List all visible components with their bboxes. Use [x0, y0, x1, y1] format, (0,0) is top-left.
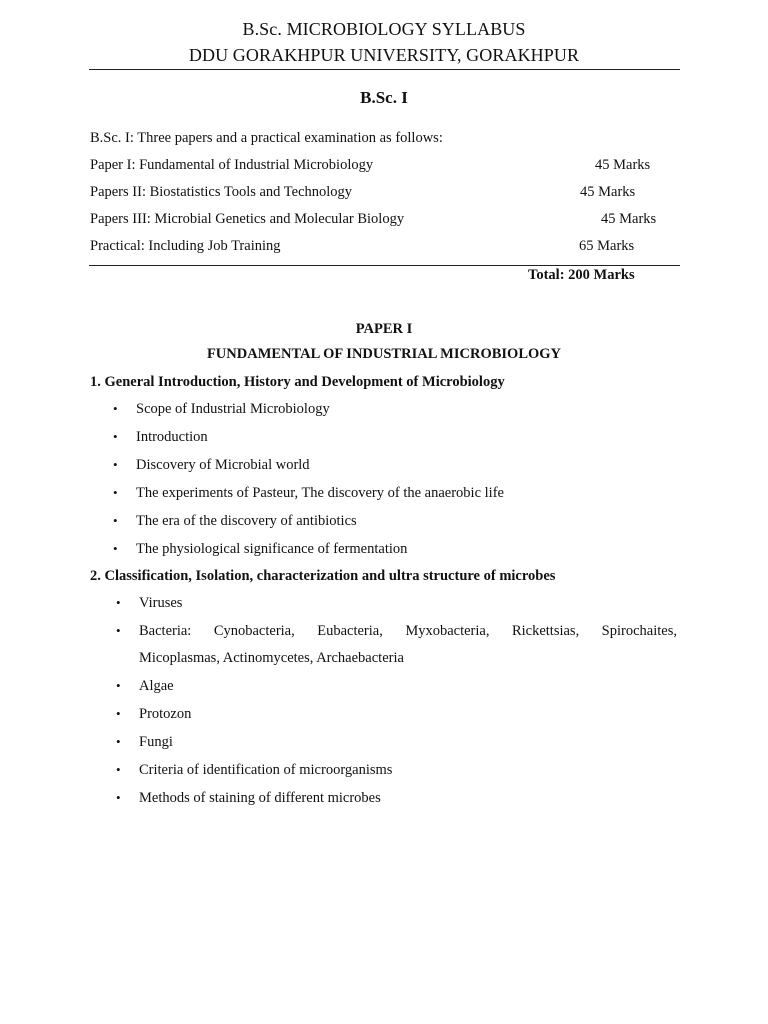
- bullet-icon: •: [113, 429, 118, 444]
- list-item-text: Introduction: [136, 429, 208, 445]
- bullet-icon: •: [113, 457, 118, 472]
- list-item-text: The era of the discovery of antibiotics: [136, 513, 357, 529]
- intro-text: B.Sc. I: Three papers and a practical examination as follows:: [90, 130, 443, 146]
- bullet-icon: •: [113, 513, 118, 528]
- justified-word: Spirochaites,: [601, 623, 677, 639]
- university-name: DDU GORAKHPUR UNIVERSITY, GORAKHPUR: [188, 45, 580, 65]
- list-item-text: Criteria of identification of microorganisms: [139, 762, 393, 778]
- list-item-text-continued: Micoplasmas, Actinomycetes, Archaebacteria: [139, 650, 404, 666]
- paper-title: FUNDAMENTAL OF INDUSTRIAL MICROBIOLOGY: [206, 346, 562, 362]
- list-item-text: The experiments of Pasteur, The discovery of the anaerobic life: [136, 485, 504, 501]
- justified-word: Eubacteria,: [317, 623, 383, 639]
- justified-word: Cynobacteria,: [213, 623, 295, 639]
- list-item-text: Scope of Industrial Microbiology: [136, 401, 330, 417]
- section-heading: 2. Classification, Isolation, characterization and ultra structure of microbes: [90, 568, 556, 584]
- list-item-text: Methods of staining of different microbes: [139, 790, 381, 806]
- bullet-icon: •: [116, 790, 121, 805]
- list-item-text: [139, 622, 677, 640]
- paper-row-name: Papers II: Biostatistics Tools and Technology: [90, 184, 353, 200]
- bullet-icon: •: [116, 595, 121, 610]
- paper-row-name: Papers III: Microbial Genetics and Molecular Biology: [90, 211, 405, 227]
- bullet-icon: •: [113, 541, 118, 556]
- list-item-text: Viruses: [139, 595, 183, 611]
- total-marks: Total: 200 Marks: [528, 267, 635, 283]
- justified-word: Bacteria:: [139, 623, 192, 639]
- paper-row-name: Paper I: Fundamental of Industrial Microbiology: [90, 157, 374, 173]
- justified-word: Myxobacteria,: [405, 623, 490, 639]
- list-item-text: Fungi: [139, 734, 173, 750]
- list-item-text-justified: [139, 622, 677, 640]
- bullet-icon: •: [113, 401, 118, 416]
- year-title: B.Sc. I: [360, 88, 408, 107]
- bullet-icon: •: [116, 706, 121, 721]
- paper-row-marks: 65 Marks: [579, 238, 635, 254]
- paper-row-marks: 45 Marks: [601, 211, 657, 227]
- section-heading: 1. General Introduction, History and Development of Microbiology: [90, 374, 505, 390]
- document-title: B.Sc. MICROBIOLOGY SYLLABUS: [242, 19, 526, 39]
- header-divider: [89, 69, 680, 70]
- bullet-icon: •: [116, 678, 121, 693]
- paper-row-name: Practical: Including Job Training: [90, 238, 281, 254]
- justified-word: Rickettsias,: [511, 623, 580, 639]
- paper-row-marks: 45 Marks: [595, 157, 651, 173]
- list-item-text: Protozon: [139, 706, 192, 722]
- bullet-icon: •: [116, 762, 121, 777]
- paper-heading: PAPER I: [355, 321, 413, 337]
- list-item-text: The physiological significance of fermentation: [136, 541, 408, 557]
- bullet-icon: •: [116, 734, 121, 749]
- bullet-icon: •: [116, 623, 121, 638]
- list-item-text: Algae: [139, 678, 174, 694]
- list-item-text: Discovery of Microbial world: [136, 457, 310, 473]
- paper-row-marks: 45 Marks: [580, 184, 636, 200]
- bullet-icon: •: [113, 485, 118, 500]
